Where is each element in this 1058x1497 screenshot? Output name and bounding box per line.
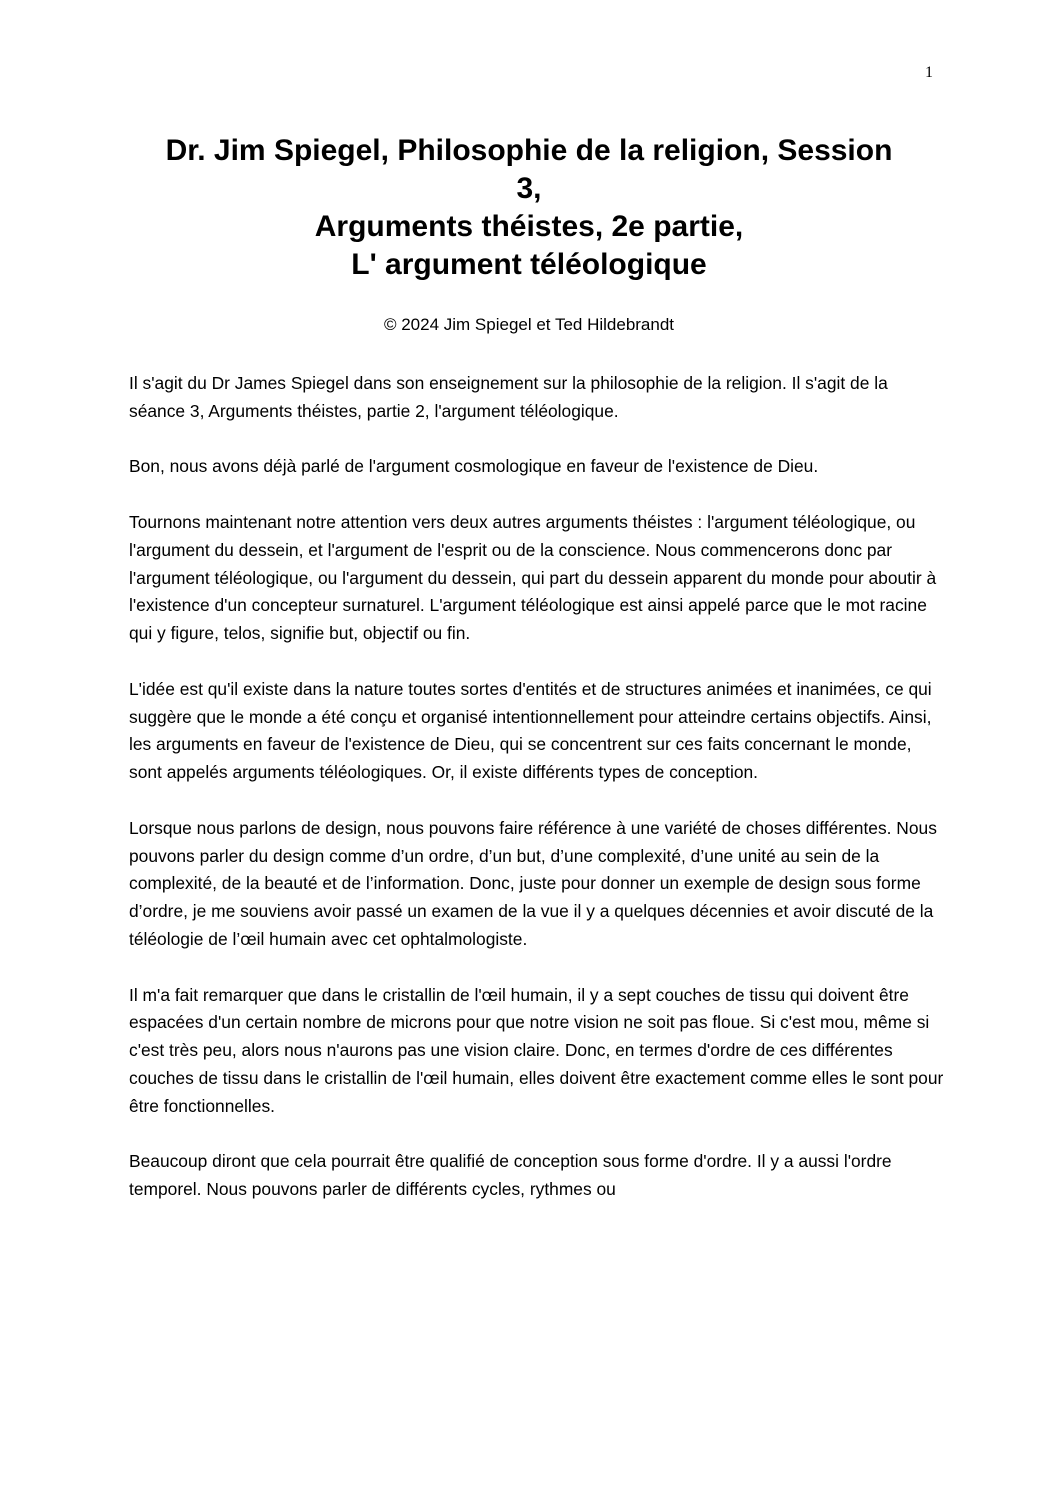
paragraph: Bon, nous avons déjà parlé de l'argument cosmologique en faveur de l'existence de Dieu. — [129, 456, 819, 477]
paragraph: Lorsque nous parlons de design, nous pouvons faire référence à une variété de choses différentes. Nous pouvons parler du design comme d’un ordre, d’un but, d’une complexité, d’une unité au sein de la complexité, de la beauté et de l’information. Donc, juste pour donner un exemple de design sous forme d’ordre, je me souviens avoir passé un examen de la vue il y a quelques décennies et avoir discuté de la téléologie de l’œil humain avec cet ophtalmologiste. — [129, 817, 937, 949]
title-line-1: Dr. Jim Spiegel, Philosophie de la religion, Session — [165, 134, 893, 167]
title-line-4: L' argument téléologique — [351, 248, 707, 281]
title-line-3: Arguments théistes, 2e partie, — [314, 210, 744, 243]
paragraph: L'idée est qu'il existe dans la nature toutes sortes d'entités et de structures animées et inanimées, ce qui suggère que le monde a été conçu et organisé intentionnellement pour atteindre certains objectifs. Ainsi, les arguments en faveur de l'existence de Dieu, qui se concentrent sur ces faits concernant le monde, sont appelés arguments téléologiques. Or, il existe différents types de conception. — [129, 678, 932, 783]
paragraph: Il s'agit du Dr James Spiegel dans son enseignement sur la philosophie de la religion. Il s'agit de la séance 3, Arguments théistes, partie 2, l'argument téléologique. — [129, 373, 888, 421]
page-number: 1 — [925, 64, 933, 81]
paragraph: Beaucoup diront que cela pourrait être qualifié de conception sous forme d'ordre. Il y a aussi l'ordre temporel. Nous pouvons parler de différents cycles, rythmes ou — [129, 1151, 892, 1200]
title-line-2: 3, — [516, 172, 542, 205]
paragraph: Il m'a fait remarquer que dans le cristallin de l'œil humain, il y a sept couches de tissu qui doivent être espacées d'un certain nombre de microns pour que notre vision ne soit pas floue. Si c'est mou, même si c'est très peu, alors nous n'aurons pas une vision claire. Donc, en termes d'ordre de ces différentes couches de tissu dans le cristallin de l'œil humain, elles doivent être exactement comme elles le sont pour être fonctionnelles. — [129, 984, 944, 1116]
document-body — [129, 370, 944, 1232]
paragraph: Tournons maintenant notre attention vers deux autres arguments théistes : l'argument téléologique, ou l'argument du dessein, et l'argument de l'esprit ou de la conscience. Nous commencerons donc par l'argument téléologique, ou l'argument du dessein, qui part du dessein apparent du monde pour aboutir à l'existence d'un concepteur surnaturel. L'argument téléologique est ainsi appelé parce que le mot racine qui y figure, telos, signifie but, objectif ou fin. — [129, 511, 937, 644]
copyright-notice: © 2024 Jim Spiegel et Ted Hildebrandt — [383, 315, 675, 334]
document-title — [110, 132, 948, 284]
